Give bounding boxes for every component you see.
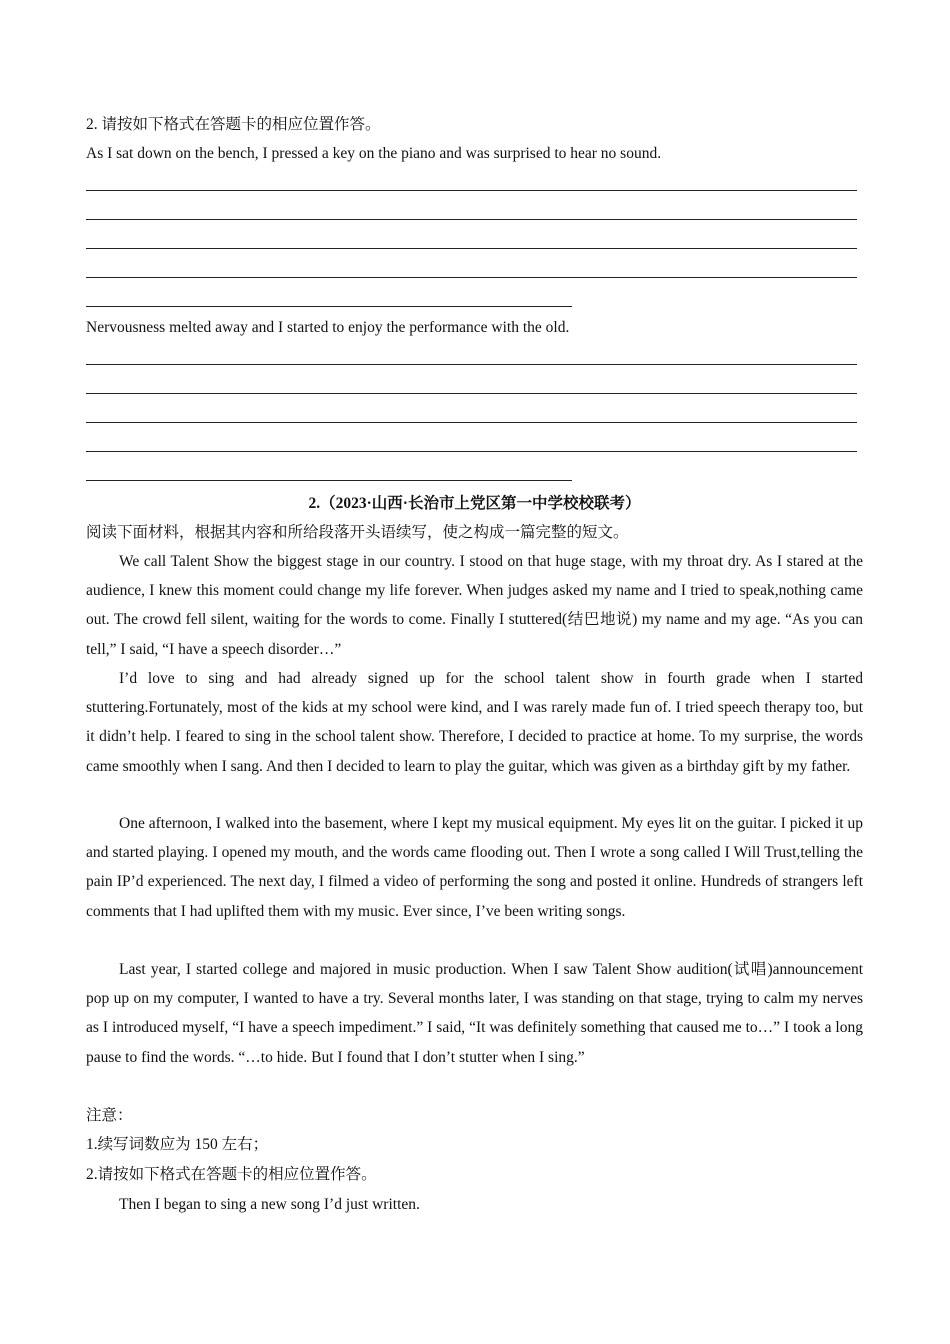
answer-line xyxy=(86,190,857,191)
answer-line xyxy=(86,248,857,249)
question-heading: 2.（2023·山西·长治市上党区第一中学校校联考） xyxy=(308,495,641,512)
question-prompt: 阅读下面材料，根据其内容和所给段落开头语续写，使之构成一篇完整的短文。 xyxy=(86,524,629,541)
answer-line xyxy=(86,422,857,423)
answer-line xyxy=(86,277,857,278)
story-paragraph: I’d love to sing and had already signed up for the school talent show in fourth grade when I started stuttering.Fortunately, most of the kids at my school were kind, and I was rarely made fun of. I tried speech therapy too, but it didn’t help. I feared to sing in the school talent show. Therefore, I decided to practice at home. To my surprise, the words came smoothly when I sang. And then I decided to learn to play the guitar, which was given as a birthday gift by my father. xyxy=(86,670,863,775)
answer-line xyxy=(86,480,572,481)
answer-line xyxy=(86,219,857,220)
answer-line xyxy=(86,364,857,365)
story-paragraph: Last year, I started college and majored in music production. When I saw Talent Show audition(试唱)announcement pop up on my computer, I wanted to have a try. Several months later, I was standing on that stage, trying to calm my nerves as I introduced myself, “I have a speech impediment.” I said, “It was definitely something that caused me to…” I took a long pause to find the words. “…to hide. But I found that I don’t stutter when I sing.” xyxy=(86,961,863,1066)
story-paragraph: One afternoon, I walked into the basement, where I kept my musical equipment. My eyes lit on the guitar. I picked it up and started playing. I opened my mouth, and the words came flooding out. Then I wrote a song called I Will Trust,telling the pain IP’d experienced. The next day, I filmed a video of performing the song and posted it online. Hundreds of strangers left comments that I had uplifted them with my music. Ever since, I’ve been writing songs. xyxy=(86,815,863,920)
answer-line xyxy=(86,451,857,452)
note-item-1: 1.续写词数应为 150 左右； xyxy=(86,1136,269,1153)
story-paragraph: We call Talent Show the biggest stage in our country. I stood on that huge stage, with my throat dry. As I stared at the audience, I knew this moment could change my life forever. When judges asked my name and I tried to speak,nothing came out. The crowd fell silent, waiting for the words to come. Finally I stuttered(结巴地说) my name and my age. “As you can tell,” I said, “I have a speech disorder…” xyxy=(86,553,863,658)
note-item-2: 2.请按如下格式在答题卡的相应位置作答。 xyxy=(86,1166,377,1183)
answer-line xyxy=(86,306,572,307)
instruction-text: 2. 请按如下格式在答题卡的相应位置作答。 xyxy=(86,116,381,133)
paragraph-start-1: As I sat down on the bench, I pressed a key on the piano and was surprised to hear no sound. xyxy=(86,145,662,162)
note-label: 注意： xyxy=(86,1107,133,1124)
paragraph-start-2: Nervousness melted away and I started to enjoy the performance with the old. xyxy=(86,319,570,336)
answer-line xyxy=(86,393,857,394)
paragraph-start-3: Then I began to sing a new song I’d just written. xyxy=(119,1196,420,1213)
